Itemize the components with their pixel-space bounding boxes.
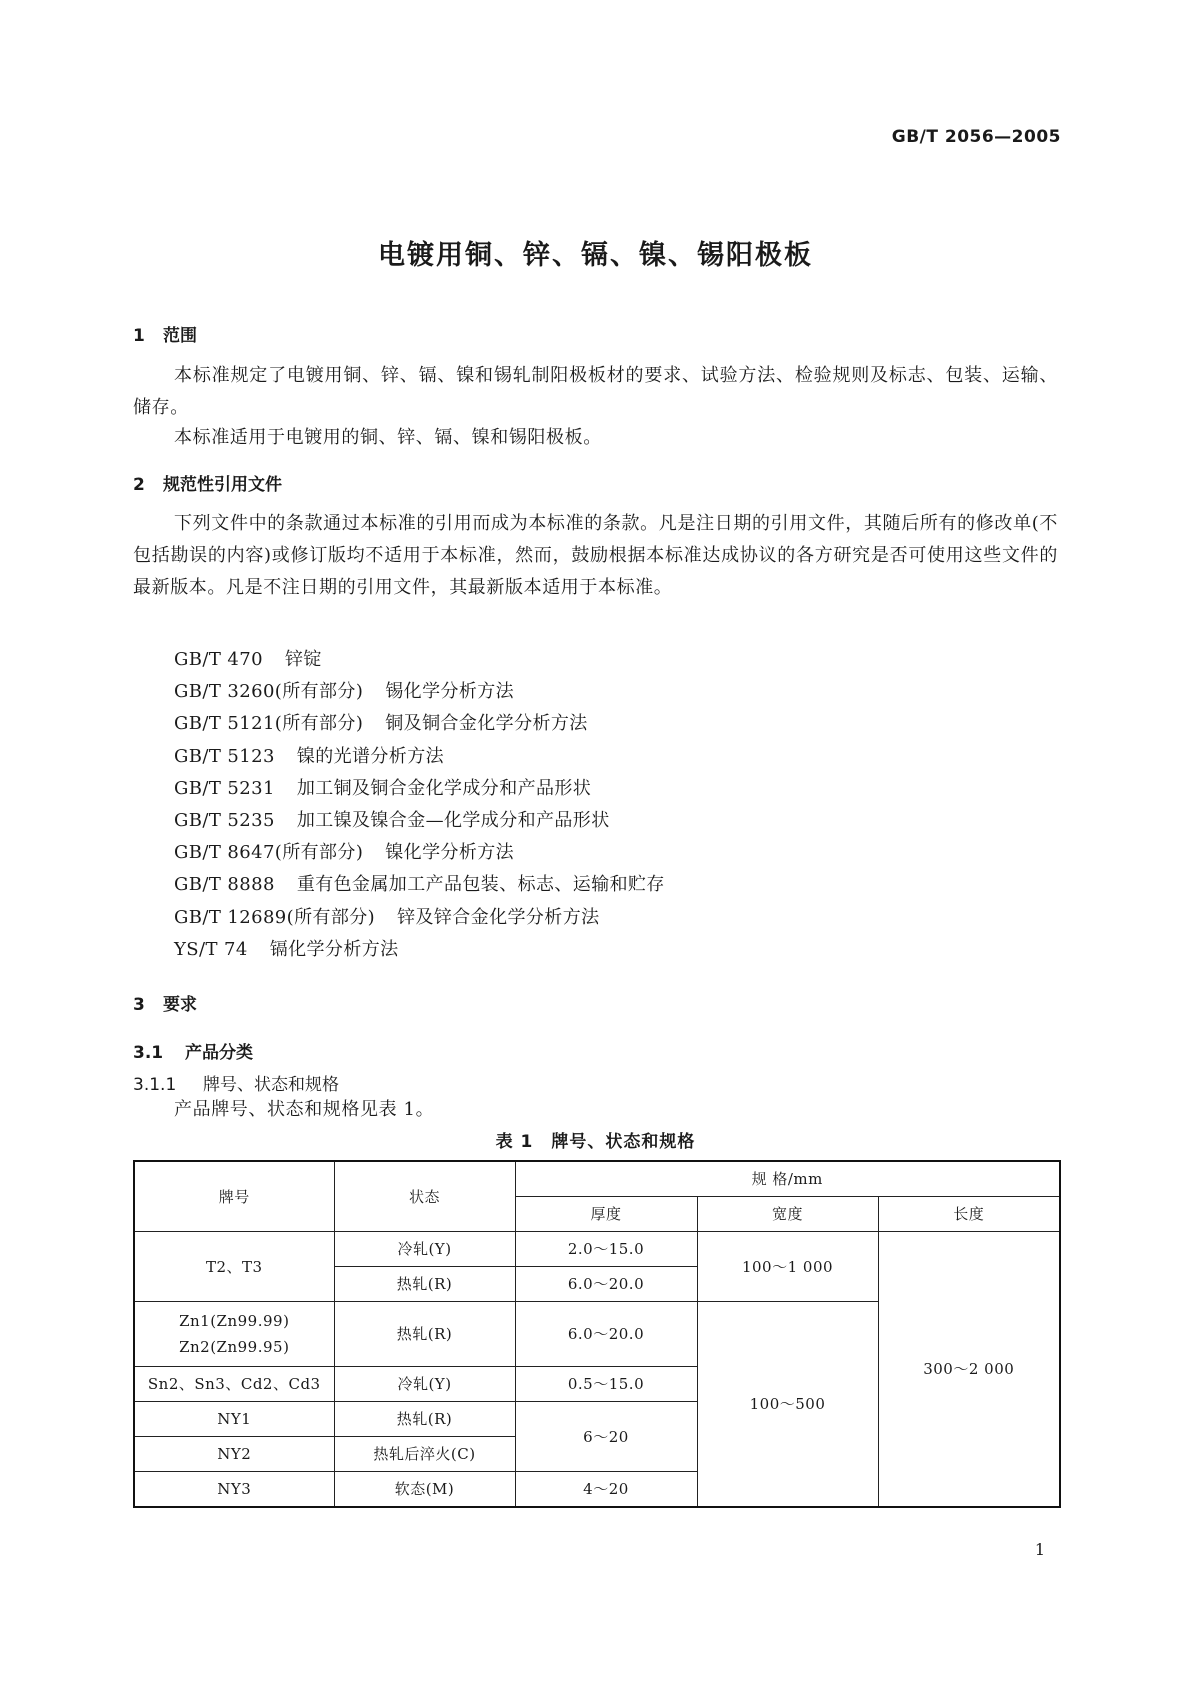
reference-code: YS/T 74 (174, 938, 248, 960)
section-1-heading (133, 321, 197, 346)
cell-temper: 冷轧(Y) (334, 1367, 515, 1402)
header-width: 宽度 (697, 1197, 878, 1232)
cell-temper: 冷轧(Y) (334, 1232, 515, 1267)
cell-length: 300～2 000 (878, 1232, 1060, 1508)
section-title: 要求 (163, 995, 197, 1015)
reference-item (174, 869, 665, 901)
reference-item (174, 773, 665, 805)
reference-code: GB/T 5231 (174, 777, 275, 799)
reference-code: GB/T 3260(所有部分) (174, 681, 364, 703)
header-temper: 状态 (334, 1161, 515, 1232)
cell-thickness: 6～20 (515, 1402, 697, 1472)
cell-grade: NY2 (134, 1437, 334, 1472)
references-intro-paragraph: 下列文件中的条款通过本标准的引用而成为本标准的条款。凡是注日期的引用文件，其随后所有的修改单(不包括勘误的内容)或修订版均不适用于本标准，然而，鼓励根据本标准达成协议的各方研究是否可使用这些文件的最新版本。凡是不注日期的引用文件，其最新版本适用于本标准。 (133, 513, 1058, 598)
reference-item (174, 644, 665, 676)
grade-line-2: Zn2(Zn99.95) (179, 1338, 290, 1356)
cell-grade: Sn2、Sn3、Cd2、Cd3 (134, 1367, 334, 1402)
cell-temper: 软态(M) (334, 1472, 515, 1508)
section-title: 产品分类 (185, 1043, 253, 1063)
cell-thickness: 6.0～20.0 (515, 1302, 697, 1367)
cell-temper: 热轧后淬火(C) (334, 1437, 515, 1472)
header-length: 长度 (878, 1197, 1060, 1232)
cell-thickness: 6.0～20.0 (515, 1267, 697, 1302)
reference-title: 重有色金属加工产品包装、标志、运输和贮存 (296, 874, 665, 896)
standard-number: GB/T 2056—2005 (891, 127, 1061, 147)
reference-item (174, 805, 665, 837)
table-row (134, 1232, 1060, 1267)
reference-item (174, 741, 665, 773)
cell-grade: NY1 (134, 1402, 334, 1437)
cell-temper: 热轧(R) (334, 1302, 515, 1367)
reference-title: 铜及铜合金化学分析方法 (385, 713, 588, 735)
reference-title: 镉化学分析方法 (269, 938, 399, 960)
table-reference-paragraph: 产品牌号、状态和规格见表 1。 (174, 1099, 435, 1120)
reference-item (174, 902, 665, 934)
reference-title: 加工镍及镍合金—化学成分和产品形状 (296, 809, 610, 831)
reference-title: 加工铜及铜合金化学成分和产品形状 (296, 777, 592, 799)
cell-temper: 热轧(R) (334, 1267, 515, 1302)
cell-grade: T2、T3 (134, 1232, 334, 1302)
cell-temper: 热轧(R) (334, 1402, 515, 1437)
section-number: 1 (133, 326, 145, 346)
reference-title: 镍化学分析方法 (385, 842, 515, 864)
page-number: 1 (1034, 1540, 1045, 1559)
section-number: 3 (133, 995, 145, 1015)
reference-code: GB/T 8888 (174, 874, 275, 896)
document-title: 电镀用铜、锌、镉、镍、锡阳极板 (378, 240, 813, 271)
section-2-heading (133, 470, 282, 495)
reference-code: GB/T 5123 (174, 745, 275, 767)
reference-list (174, 644, 665, 966)
section-title: 牌号、状态和规格 (203, 1075, 339, 1095)
header-thickness: 厚度 (515, 1197, 697, 1232)
scope-paragraph-1: 本标准规定了电镀用铜、锌、镉、镍和锡轧制阳极板材的要求、试验方法、检验规则及标志、包装、运输、储存。 (133, 365, 1058, 418)
cell-grade (134, 1302, 334, 1367)
reference-title: 镍的光谱分析方法 (296, 745, 445, 767)
cell-width: 100～500 (697, 1302, 878, 1508)
spec-table (133, 1160, 1061, 1508)
cell-thickness: 2.0～15.0 (515, 1232, 697, 1267)
section-number: 3.1.1 (133, 1075, 177, 1095)
table-header-row (134, 1161, 1060, 1197)
section-title: 范围 (163, 326, 197, 346)
reference-item (174, 934, 665, 966)
reference-title: 锌及锌合金化学分析方法 (397, 906, 600, 928)
cell-thickness: 0.5～15.0 (515, 1367, 697, 1402)
reference-title: 锌锭 (284, 649, 322, 670)
reference-code: GB/T 12689(所有部分) (174, 906, 376, 928)
reference-code: GB/T 470 (174, 649, 263, 670)
reference-item (174, 676, 665, 708)
reference-code: GB/T 5121(所有部分) (174, 713, 364, 735)
reference-code: GB/T 8647(所有部分) (174, 842, 364, 864)
reference-title: 锡化学分析方法 (385, 681, 515, 703)
cell-grade: NY3 (134, 1472, 334, 1508)
section-3-heading (133, 990, 197, 1015)
table-caption: 表 1 牌号、状态和规格 (495, 1132, 696, 1152)
reference-item (174, 708, 665, 740)
grade-line-1: Zn1(Zn99.99) (179, 1312, 290, 1330)
header-grade: 牌号 (134, 1161, 334, 1232)
cell-thickness: 4～20 (515, 1472, 697, 1508)
section-number: 2 (133, 475, 145, 495)
scope-paragraph-2: 本标准适用于电镀用的铜、锌、镉、镍和锡阳极板。 (174, 427, 602, 448)
section-3-1-heading (133, 1038, 253, 1063)
section-title: 规范性引用文件 (163, 475, 282, 495)
cell-width: 100～1 000 (697, 1232, 878, 1302)
header-spec: 规 格/mm (515, 1161, 1060, 1197)
reference-item (174, 837, 665, 869)
section-3-1-1-heading (133, 1070, 339, 1095)
reference-code: GB/T 5235 (174, 809, 275, 831)
section-number: 3.1 (133, 1043, 164, 1063)
